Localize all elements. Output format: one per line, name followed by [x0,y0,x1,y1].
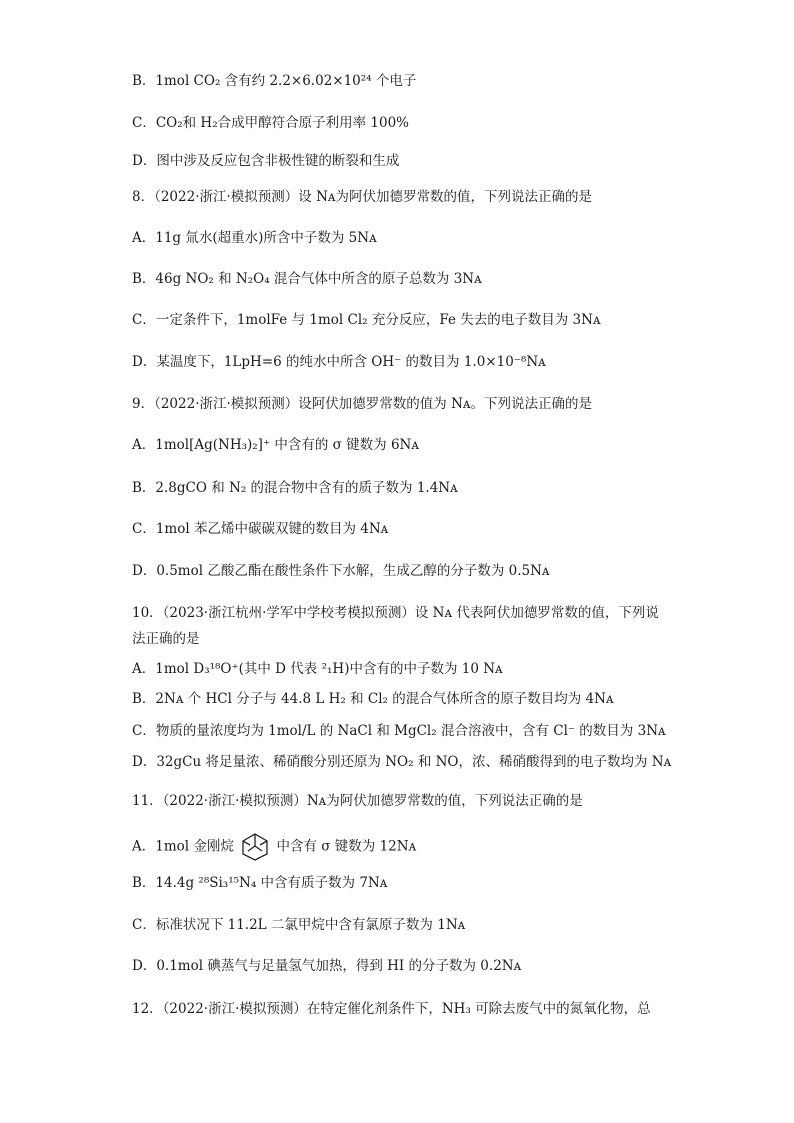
question-10-stem: 10．（2023·浙江杭州·学军中学校考模拟预测）设 Nᴀ 代表阿伏加德罗常数的值，下列说 [132,605,659,621]
question-9-option-c: C．1mol 苯乙烯中碳碳双键的数目为 4Nᴀ [132,521,389,537]
question-9-stem: 9．（2022·浙江·模拟预测）设阿伏加德罗常数的值为 Nᴀ。下列说法正确的是 [132,396,593,412]
question-10-option-d: D．32gCu 将足量浓、稀硝酸分别还原为 NO₂ 和 NO，浓、稀硝酸得到的电子数均为 Nᴀ [132,754,672,770]
question-11-option-c: C．标准状况下 11.2L 二氯甲烷中含有氯原子数为 1Nᴀ [132,917,466,933]
question-11-option-b: B．14.4g ²⁸Si₃¹⁵N₄ 中含有质子数为 7Nᴀ [132,875,388,891]
question-9-option-b: B．2.8gCO 和 N₂ 的混合物中含有的质子数为 1.4Nᴀ [132,480,458,496]
question-9-option-d: D．0.5mol 乙酸乙酯在酸性条件下水解，生成乙醇的分子数为 0.5Nᴀ [132,563,550,579]
option-c-line: C．CO₂和 H₂合成甲醇符合原子利用率 100% [132,115,410,131]
question-8-stem: 8．（2022·浙江·模拟预测）设 Nᴀ为阿伏加德罗常数的值，下列说法正确的是 [132,189,593,205]
question-9-option-a: A．1mol[Ag(NH₃)₂]⁺ 中含有的 σ 键数为 6Nᴀ [132,437,419,453]
question-10-option-c: C．物质的量浓度均为 1mol/L 的 NaCl 和 MgCl₂ 混合溶液中，含有 Cl⁻ 的数目为 3Nᴀ [132,723,666,739]
question-8-option-b: B．46g NO₂ 和 N₂O₄ 混合气体中所含的原子总数为 3Nᴀ [132,271,482,287]
question-11-option-d: D．0.1mol 碘蒸气与足量氢气加热，得到 HI 的分子数为 0.2Nᴀ [132,958,522,974]
question-12-stem: 12．（2022·浙江·模拟预测）在特定催化剂条件下，NH₃ 可除去废气中的氮氧化物，总 [132,1001,651,1017]
question-8-option-d: D．某温度下，1LpH=6 的纯水中所含 OH⁻ 的数目为 1.0×10⁻⁸Nᴀ [132,354,546,370]
option-a-suffix: 中含有 σ 键数为 12Nᴀ [276,838,417,855]
option-d-line: D．图中涉及反应包含非极性键的断裂和生成 [132,153,400,169]
question-11-option-a [132,832,416,862]
adamantane-structure-icon [240,832,270,862]
option-a-prefix: A．1mol 金刚烷 [132,838,234,855]
question-10-stem-cont: 法正确的是 [132,631,200,647]
option-b-line: B．1mol CO₂ 含有约 2.2×6.02×10²⁴ 个电子 [132,73,417,89]
question-10-option-b: B．2Nᴀ 个 HCl 分子与 44.8 L H₂ 和 Cl₂ 的混合气体所含的原子数目均为 4Nᴀ [132,691,614,707]
question-8-option-c: C．一定条件下，1molFe 与 1mol Cl₂ 充分反应，Fe 失去的电子数目为 3Nᴀ [132,312,601,328]
question-8-option-a: A．11g 氚水(超重水)所含中子数为 5Nᴀ [132,230,377,246]
question-10-option-a: A．1mol D₃¹⁸O⁺(其中 D 代表 ²₁H)中含有的中子数为 10 Nᴀ [132,661,503,677]
question-11-stem: 11．（2022·浙江·模拟预测）Nᴀ为阿伏加德罗常数的值，下列说法正确的是 [132,793,583,809]
